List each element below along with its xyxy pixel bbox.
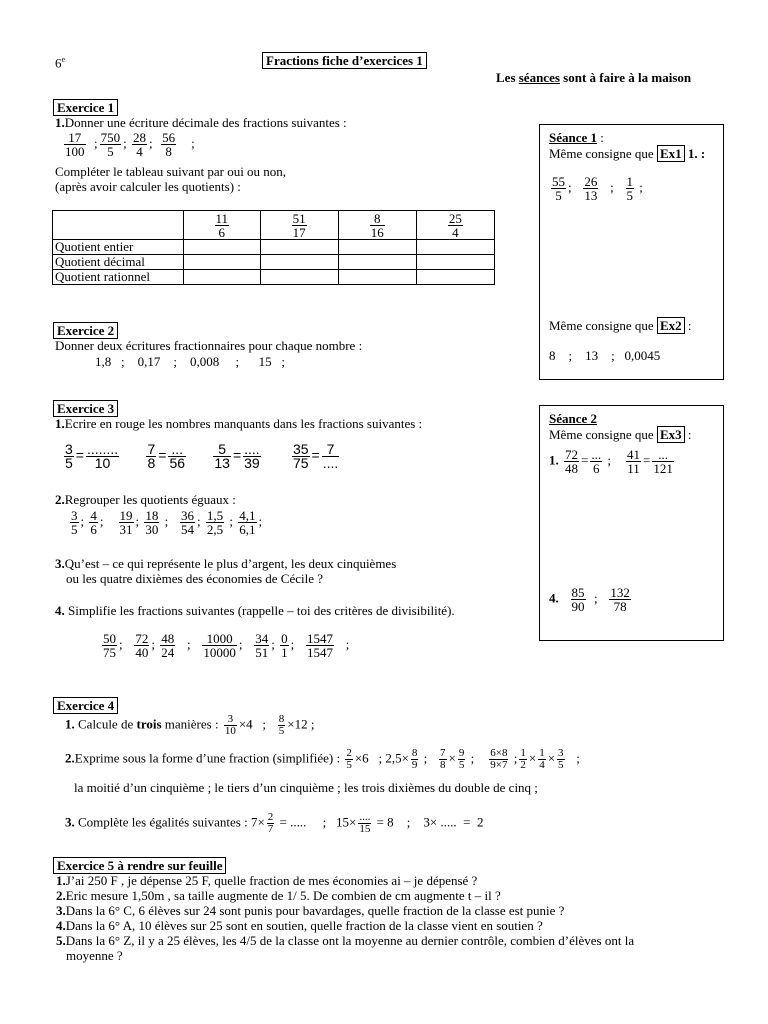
- seance-1-fractions: $\frac{55}{5}$ ; $\frac{26}{13}$ ; $\frac{1}{5}$ ;: [552, 174, 643, 203]
- seance-1-box: [539, 124, 724, 380]
- ex3-equations: $\frac{3}{5}$ = ........ 10 $\frac{7}{8}$ = ... 56 $\frac{5}{13}$ = .... 39 $\frac{35}{75}$ = 7 ....: [65, 441, 339, 471]
- seance-2-title: Séance 2: [549, 411, 598, 426]
- ex2-numbers: 1,8 ; 0,17 ; 0,008 ; 15 ;: [95, 354, 285, 369]
- fraction: $\frac{750}{5}$: [100, 130, 121, 159]
- table-row: Quotient entier: [53, 240, 495, 255]
- ex3-q2: 2.Regrouper les quotients éguaux :: [55, 492, 236, 507]
- ex4-q1: 1. Calcule de trois manières : $\frac{3}{10}$ ×4 ; $\frac{8}{5}$ ×12 ;: [65, 713, 315, 737]
- seance-2-box: [539, 405, 724, 641]
- ex3-q2-fractions: $\frac{3}{5}$ ; $\frac{4}{6}$ ; $\frac{19}{31}$ ; $\frac{18}{30}$ ; $\frac{36}{54}$ ; $\frac{1,5}{2,5}$ ; $\frac{4,1}{6,1}$ ;: [71, 508, 263, 537]
- ex4-q3: 3. Complète les égalités suivantes : 7× $\frac{2}{7}$ = ..... ; 15× .... 15 = 8 ; 3× ..... = 2: [65, 811, 484, 835]
- ex3-q1: 1.Ecrire en rouge les nombres manquants dans les fractions suivantes :: [55, 416, 423, 431]
- seance-2-consigne: Même consigne que Ex3 :: [549, 427, 692, 442]
- table-corner-cell: [53, 211, 184, 240]
- seance-1-numbers: 8 ; 13 ; 0,0045: [549, 348, 661, 363]
- table-col-header: $\frac{8}{16}$: [338, 211, 416, 240]
- list-item: 2.Eric mesure 1,50m , sa taille augmente de 1/ 5. De combien de cm augmente t – il ?: [56, 888, 501, 903]
- seance-2-eq-1: 1. $\frac{72}{48}$ = ... 6 ; $\frac{41}{11}$ = ... 121: [549, 447, 673, 476]
- fraction: $\frac{17}{100}$: [65, 130, 85, 159]
- homework-note: Les séances sont à faire à la maison: [496, 70, 692, 85]
- list-item: 4.Dans la 6° A, 10 élèves sur 25 sont en soutien, quelle fraction de la classe vient en soutien ?: [56, 918, 543, 933]
- seance-1-consigne-1: Même consigne que Ex1 1. :: [549, 146, 706, 161]
- ex4-q2-line2: la moitié d’un cinquième ; le tiers d’un cinquième ; les trois dixièmes du double de cinq ;: [74, 780, 538, 795]
- ex3-q4-fractions: $\frac{50}{75}$ ; $\frac{72}{40}$ ; $\frac{48}{24}$ ; $\frac{1000}{10000}$ ; $\frac{34}{51}$ ; $\frac{0}{1}$ ; $\frac{1547}{1547}$ ;: [103, 631, 350, 660]
- table-col-header: $\frac{51}{17}$: [260, 211, 338, 240]
- page-title: Fractions fiche d’exercices 1: [262, 52, 427, 69]
- list-item: 1.J’ai 250 F , je dépense 25 F, quelle fraction de mes économies ai – je dépensé ?: [56, 873, 478, 888]
- seance-2-q4: 4. $\frac{85}{90}$ ; $\frac{132}{78}$: [549, 585, 630, 614]
- exercise-4-label: Exercice 4: [53, 697, 118, 714]
- ex1-table-instruction-1: Compléter le tableau suivant par oui ou non,: [55, 164, 287, 179]
- table-row: Quotient rationnel: [53, 270, 495, 285]
- fraction: $\frac{28}{4}$: [133, 130, 146, 159]
- ex1-q1: 1.Donner une écriture décimale des fractions suivantes :: [55, 115, 347, 130]
- exercise-1-label: Exercice 1: [53, 99, 118, 116]
- ex4-q2: 2.Exprime sous la forme d’une fraction (simplifiée) : $\frac{2}{5}$ ×6 ; 2,5× $\frac{8}{9}$ ; $\frac{7}{8}$ × $\frac{9}{5}$ ; $\frac{6\times 8}{9\times 7}$ ; $\frac{1}{2}$ × $\frac{1}{4}$ × $\frac{3}{5}$ ;: [65, 747, 580, 771]
- list-item: 5.Dans la 6° Z, il y a 25 élèves, les 4/5 de la classe ont la moyenne au dernier contrôle, combien d’élèves ont la: [56, 933, 635, 948]
- grade-label: 6e: [55, 55, 66, 71]
- ex1-table-instruction-2: (après avoir calculer les quotients) :: [55, 179, 241, 194]
- fraction: $\frac{56}{8}$: [162, 130, 176, 159]
- list-item: 3.Dans la 6° C, 6 élèves sur 24 sont punis pour bavardages, quelle fraction de la classe est punie ?: [56, 903, 565, 918]
- exercise-3-label: Exercice 3: [53, 400, 118, 417]
- exercise-5-label: Exercice 5 à rendre sur feuille: [53, 857, 226, 874]
- ex2-instruction: Donner deux écritures fractionnaires pour chaque nombre :: [55, 338, 363, 353]
- ex3-q4: 4. Simplifie les fractions suivantes (rappelle – toi des critères de divisibilité).: [55, 603, 455, 618]
- ex3-q3-line1: 3.Qu’est – ce qui représente le plus d’argent, les deux cinquièmes: [55, 556, 397, 571]
- table-row: Quotient décimal: [53, 255, 495, 270]
- quotient-table: [52, 210, 495, 285]
- list-item: moyenne ?: [66, 948, 123, 963]
- table-col-header: $\frac{11}{6}$: [184, 211, 261, 240]
- seance-1-consigne-2: Même consigne que Ex2 :: [549, 318, 692, 333]
- table-col-header: $\frac{25}{4}$: [416, 211, 494, 240]
- ex3-q3-line2: ou les quatre dixièmes des économies de Cécile ?: [66, 571, 324, 586]
- table-header-row: [53, 211, 495, 240]
- exercise-2-label: Exercice 2: [53, 322, 118, 339]
- seance-1-title: Séance 1 :: [549, 130, 604, 145]
- ex1-fractions: $\frac{17}{100}$ ; $\frac{750}{5}$ ; $\frac{28}{4}$ ; $\frac{56}{8}$ ;: [65, 130, 195, 159]
